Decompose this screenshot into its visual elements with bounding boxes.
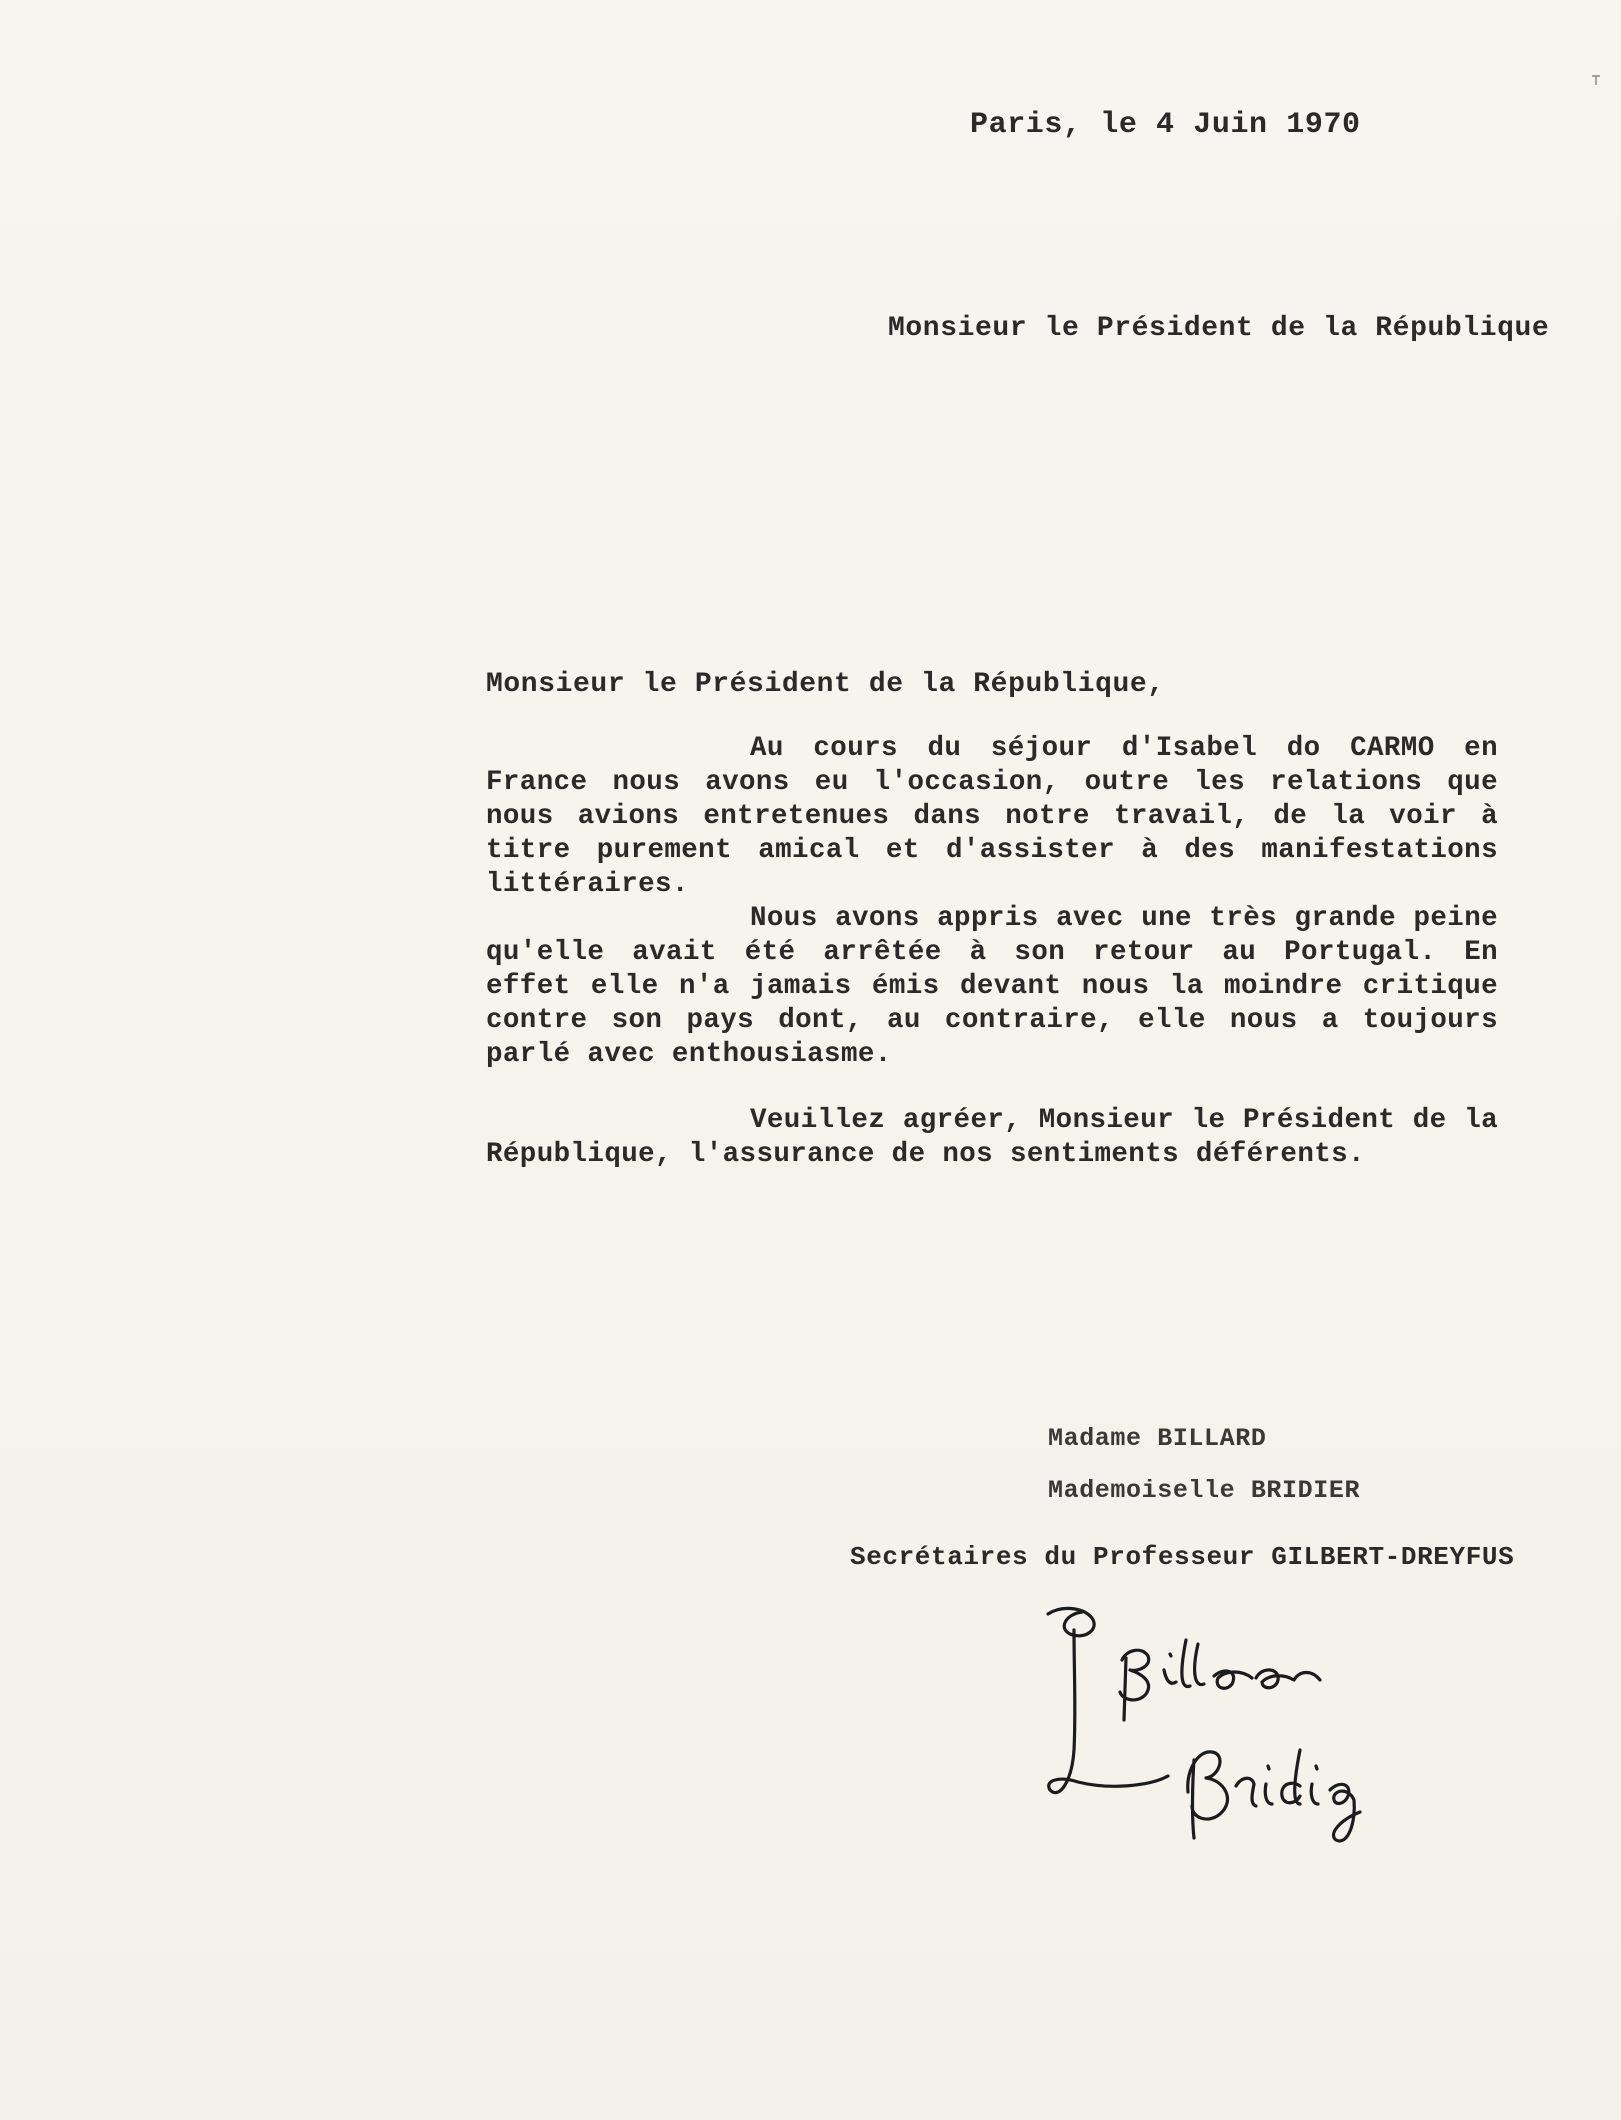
signatory-billard: Madame BILLARD: [1048, 1424, 1267, 1453]
signatory-bridier: Mademoiselle BRIDIER: [1048, 1476, 1361, 1505]
signature-bridier: [1188, 1752, 1228, 1838]
body-paragraph-1: Au cours du séjour d'Isabel do CARMO en France nous avons eu l'occasion, outre les relations que nous avions entretenues dans notre travail, de la voir à titre purement amical et d'assister à des manifestations littéraires.: [486, 733, 1498, 900]
signatories-role: Secrétaires du Professeur GILBERT-DREYFUS: [850, 1542, 1515, 1572]
body-paragraph-2: Nous avons appris avec une très grande peine qu'elle avait été arrêtée à son retour au Portugal. En effet elle n'a jamais émis devant nous la moindre critique contre son pays dont, au contraire, elle nous a toujours parlé avec enthousiasme.: [486, 903, 1498, 1070]
closing-paragraph: Veuillez agréer, Monsieur le Président de la République, l'assurance de nos sentiments déférents.: [486, 1105, 1498, 1170]
handwritten-signatures: [1030, 1600, 1450, 1860]
margin-mark: [1591, 74, 1601, 86]
letter-addressee: Monsieur le Président de la République: [888, 313, 1550, 344]
letter-salutation: Monsieur le Président de la République,: [486, 669, 1165, 700]
letter-date: Paris, le 4 Juin 1970: [970, 108, 1361, 142]
signature-billard: [1048, 1608, 1168, 1792]
